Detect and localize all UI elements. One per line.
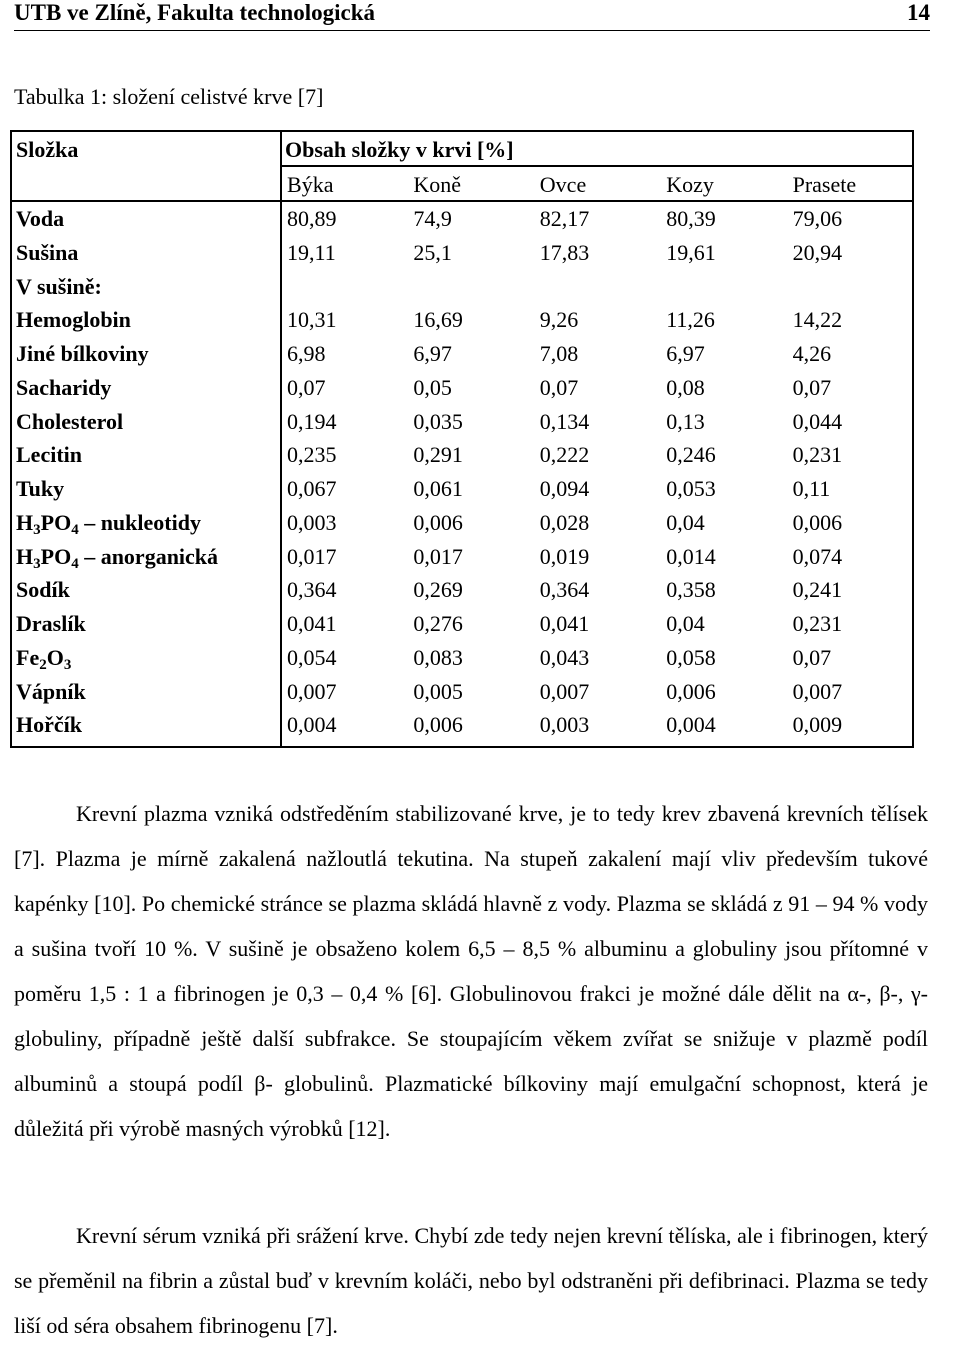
table-row xyxy=(10,708,914,742)
table-cell xyxy=(534,270,660,304)
table-cell: 79,06 xyxy=(792,206,843,231)
table-cell: 4,26 xyxy=(792,341,832,366)
row-label: Vápník xyxy=(16,678,86,704)
table-cell: 9,26 xyxy=(539,307,579,333)
table-cell: 0,003 xyxy=(539,712,590,738)
header-title: UTB ve Zlíně, Fakulta technologická xyxy=(14,0,375,25)
table-cell: 0,07 xyxy=(539,374,579,400)
species-header-cell: Kozy xyxy=(666,172,714,197)
table-cell xyxy=(660,270,786,304)
table-cell: 0,054 xyxy=(287,644,337,670)
table-cell: 0,004 xyxy=(287,712,337,738)
row-label-part: H xyxy=(16,509,34,535)
table-cell: 0,007 xyxy=(539,678,590,704)
subscript: 3 xyxy=(63,656,72,673)
species-header-cell: Koně xyxy=(413,172,462,197)
table-cell: 0,269 xyxy=(413,577,463,603)
table-cell: 80,39 xyxy=(666,206,716,231)
table-cell: 0,358 xyxy=(666,577,716,603)
row-label xyxy=(10,641,281,675)
table-cell: 0,019 xyxy=(539,543,590,569)
table-cell: 0,07 xyxy=(792,374,832,400)
table-row xyxy=(10,202,914,236)
table-cell: 0,017 xyxy=(413,543,463,569)
subscript: 2 xyxy=(39,656,47,673)
table-cell: 0,061 xyxy=(413,476,463,501)
row-label: Cholesterol xyxy=(16,408,124,434)
table-cell: 0,009 xyxy=(792,712,843,738)
paragraph-plasma xyxy=(14,791,928,1151)
table-cell: 0,007 xyxy=(287,678,337,704)
table-cell: 0,005 xyxy=(413,678,463,704)
table-header-divider xyxy=(280,165,914,167)
table-cell: 0,074 xyxy=(792,543,843,569)
row-label: Draslík xyxy=(16,611,86,636)
table-cell: 0,003 xyxy=(287,509,337,535)
row-label: Sušina xyxy=(16,239,79,265)
table-cell: 11,26 xyxy=(666,307,715,333)
table-cell: 80,89 xyxy=(287,206,337,231)
row-label: Tuky xyxy=(16,476,65,501)
row-label: Voda xyxy=(16,206,65,231)
table-cell: 19,11 xyxy=(287,239,336,265)
table-cell: 6,98 xyxy=(287,341,326,366)
table-cell: 0,364 xyxy=(539,577,590,603)
table-header-row xyxy=(10,131,914,167)
table-cell: 10,31 xyxy=(287,307,337,333)
table-cell: 0,235 xyxy=(287,442,337,468)
table-cell: 0,041 xyxy=(287,611,337,636)
table-row xyxy=(10,236,914,270)
row-label xyxy=(10,540,281,574)
table-cell: 25,1 xyxy=(413,239,452,265)
table-cell: 0,231 xyxy=(792,442,843,468)
table-row xyxy=(10,472,914,506)
table-cell: 0,246 xyxy=(666,442,716,468)
table-cell: 6,97 xyxy=(413,341,452,366)
blood-composition-table xyxy=(10,130,914,742)
table-cell: 14,22 xyxy=(792,307,843,333)
page-header xyxy=(14,0,930,31)
table-cell: 0,053 xyxy=(666,476,716,501)
table-cell: 0,364 xyxy=(287,577,337,603)
table-cell: 17,83 xyxy=(539,239,590,265)
row-label: Jiné bílkoviny xyxy=(16,341,149,366)
table-cell xyxy=(787,270,914,304)
table-cell: 0,035 xyxy=(413,408,463,434)
species-header-cell: Býka xyxy=(287,172,334,197)
table-cell: 0,028 xyxy=(539,509,590,535)
row-label: Sacharidy xyxy=(16,374,112,400)
table-cell: 0,044 xyxy=(792,408,843,434)
table-cell: 0,007 xyxy=(792,678,843,704)
table-cell: 0,004 xyxy=(666,712,716,738)
table-cell: 0,043 xyxy=(539,644,590,670)
paragraph-plasma-text: Krevní plazma vzniká odstředěním stabilizované krve, je to tedy krev zbavená krevních tělísek [7]. Plazma je mírně zakalená nažloutlá tekutina. Na stupeň zakalení mají vliv především tukové kapénky [10]. Po chemické stránce se plazma skládá hlavně z vody. Plazma se skládá z 91 – 94 % vody a sušina tvoří 10 %. V sušině je obsaženo kolem 6,5 – 8,5 % albuminu a globuliny jsou přítomné v poměru 1,5 : 1 a fibrinogen je 0,3 – 0,4 % [6]. Globulinovou frakci je možné dále dělit na α-, β-, γ- globuliny, případně ještě další subfrakce. Se stoupajícím věkem zvířat se snižuje v plazmě podíl albuminů a stoupá podíl β- globulinů. Plazmatické bílkoviny mají emulgační schopnost, která je důležitá při výrobě masných výrobků [12]. xyxy=(14,801,928,1141)
table-cell: 0,231 xyxy=(792,611,843,636)
paragraph-serum-text: Krevní sérum vzniká při srážení krve. Chybí zde tedy nejen krevní tělíska, ale i fibrinogen, který se přeměnil na fibrin a zůstal buď v krevním koláči, nebo byl odstraněni při defibrinaci. Plazma se tedy liší od séra obsahem fibrinogenu [7]. xyxy=(14,1223,928,1338)
table-cell: 7,08 xyxy=(539,341,579,366)
row-label: V sušině: xyxy=(16,273,102,299)
row-label xyxy=(10,506,281,540)
table-cell: 19,61 xyxy=(666,239,716,265)
table-row xyxy=(10,607,914,641)
row-label-part: PO xyxy=(40,509,72,535)
table-cell xyxy=(281,270,407,304)
page-number: 14 xyxy=(907,0,930,25)
table-cell: 0,134 xyxy=(539,408,590,434)
table-cell: 0,014 xyxy=(666,543,716,569)
table-cell: 20,94 xyxy=(792,239,843,265)
species-header-cell: Ovce xyxy=(539,172,587,197)
table-cell: 0,05 xyxy=(413,374,452,400)
table-cell: 16,69 xyxy=(413,307,463,333)
row-label: Hemoglobin xyxy=(16,307,131,333)
table-row xyxy=(10,405,914,439)
table-cell: 0,13 xyxy=(666,408,705,434)
table-row xyxy=(10,438,914,472)
table-cell: 0,006 xyxy=(792,509,843,535)
table-cell: 0,07 xyxy=(287,374,326,400)
table-caption: Tabulka 1: složení celistvé krve [7] xyxy=(14,84,324,109)
species-header-cell: Prasete xyxy=(792,172,857,197)
table-cell xyxy=(407,270,533,304)
column-group-header: Obsah složky v krvi [%] xyxy=(285,137,514,162)
row-label: Sodík xyxy=(16,577,70,603)
table-cell: 0,276 xyxy=(413,611,463,636)
subscript: 3 xyxy=(33,521,41,538)
empty-header-cell xyxy=(10,167,281,202)
table-cell: 0,041 xyxy=(539,611,590,636)
table-cell: 0,04 xyxy=(666,611,705,636)
table-row xyxy=(10,337,914,371)
table-row xyxy=(10,540,914,574)
row-label-part: H xyxy=(16,543,34,569)
table-row xyxy=(10,371,914,405)
row-label-part: Fe xyxy=(16,644,40,670)
row-label: Hořčík xyxy=(16,712,82,738)
subscript: 3 xyxy=(33,555,41,572)
table-row xyxy=(10,641,914,675)
row-label: Lecitin xyxy=(16,442,82,468)
species-header-row xyxy=(10,167,914,202)
table-cell: 6,97 xyxy=(666,341,705,366)
table-cell: 0,222 xyxy=(539,442,590,468)
paragraph-serum xyxy=(14,1213,928,1348)
row-label-part: – anorganická xyxy=(78,543,219,569)
row-label-part: PO xyxy=(40,543,72,569)
table-cell: 0,006 xyxy=(413,509,463,535)
table-cell: 0,094 xyxy=(539,476,590,501)
table-cell: 0,017 xyxy=(287,543,337,569)
subscript: 4 xyxy=(71,521,79,538)
table-row xyxy=(10,506,914,540)
row-label-part: O xyxy=(46,644,64,670)
table-row xyxy=(10,675,914,709)
table-cell: 0,006 xyxy=(413,712,463,738)
table-cell: 0,291 xyxy=(413,442,463,468)
table-column-divider xyxy=(280,130,282,748)
table-cell: 74,9 xyxy=(413,206,452,231)
table-cell: 0,067 xyxy=(287,476,337,501)
table-cell: 0,08 xyxy=(666,374,705,400)
row-label-part: – nukleotidy xyxy=(78,509,201,535)
table-cell: 0,07 xyxy=(792,644,832,670)
table-cell: 0,006 xyxy=(666,678,716,704)
table-cell: 0,058 xyxy=(666,644,716,670)
table-cell: 0,11 xyxy=(792,476,831,501)
table-cell: 0,083 xyxy=(413,644,463,670)
column-header-component: Složka xyxy=(16,137,79,162)
table-cell: 0,194 xyxy=(287,408,337,434)
table-cell: 82,17 xyxy=(539,206,590,231)
table-cell: 0,04 xyxy=(666,509,705,535)
table-row xyxy=(10,270,914,304)
subscript: 4 xyxy=(71,555,79,572)
table-row xyxy=(10,303,914,337)
table-header-rule xyxy=(10,200,914,202)
table-cell: 0,241 xyxy=(792,577,843,603)
table-row xyxy=(10,573,914,607)
